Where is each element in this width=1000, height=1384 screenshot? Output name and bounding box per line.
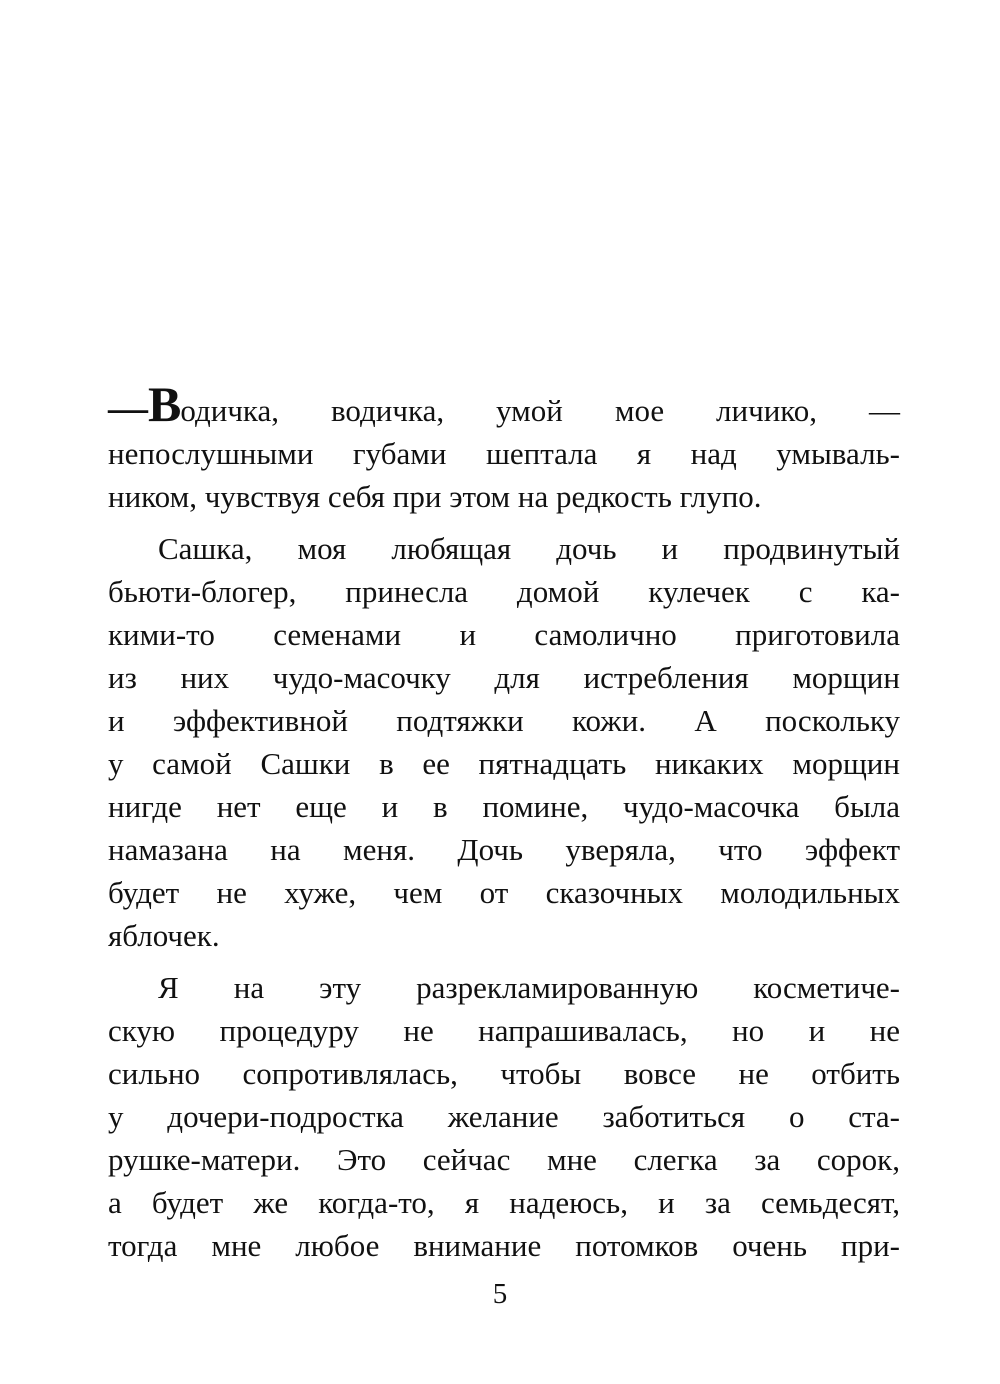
- text-line: из них чудо-масочку для истребления морщин: [108, 660, 900, 695]
- text-line: кими-то семенами и самолично приготовила: [108, 617, 900, 652]
- text-line: —Водичка, водичка, умой мое личико, —: [108, 376, 900, 432]
- text-line: непослушными губами шептала я над умываль-: [108, 436, 900, 471]
- text-line: ником, чувствуя себя при этом на редкость глупо.: [108, 479, 762, 514]
- paragraph-gap: [108, 957, 900, 966]
- text-line: бьюти-блогер, принесла домой кулечек с ка-: [108, 574, 900, 609]
- drop-dash: —: [108, 385, 148, 430]
- text-line: нигде нет еще и в помине, чудо-масочка была: [108, 789, 900, 824]
- drop-cap: В: [148, 376, 181, 432]
- text-line: у дочери-подростка желание заботиться о ста-: [108, 1099, 900, 1134]
- body-text: [108, 376, 900, 1267]
- text-line: сильно сопротивлялась, чтобы вовсе не отбить: [108, 1056, 900, 1091]
- paragraph-gap: [108, 518, 900, 527]
- text-line: тогда мне любое внимание потомков очень при-: [108, 1228, 900, 1263]
- text-line: у самой Сашки в ее пятнадцать никаких морщин: [108, 746, 900, 781]
- text-line: и эффективной подтяжки кожи. А поскольку: [108, 703, 900, 738]
- page-number: 5: [492, 1278, 508, 1310]
- text-line: будет не хуже, чем от сказочных молодильных: [108, 875, 900, 910]
- text-line: а будет же когда-то, я надеюсь, и за семьдесят,: [108, 1185, 900, 1220]
- text-line: Сашка, моя любящая дочь и продвинутый: [158, 531, 900, 566]
- text-line: скую процедуру не напрашивалась, но и не: [108, 1013, 900, 1048]
- text-line: рушке-матери. Это сейчас мне слегка за сорок,: [108, 1142, 900, 1177]
- text-line: Я на эту разрекламированную косметиче-: [158, 970, 900, 1005]
- text-line: яблочек.: [108, 918, 220, 953]
- text-line: намазана на меня. Дочь уверяла, что эффект: [108, 832, 900, 867]
